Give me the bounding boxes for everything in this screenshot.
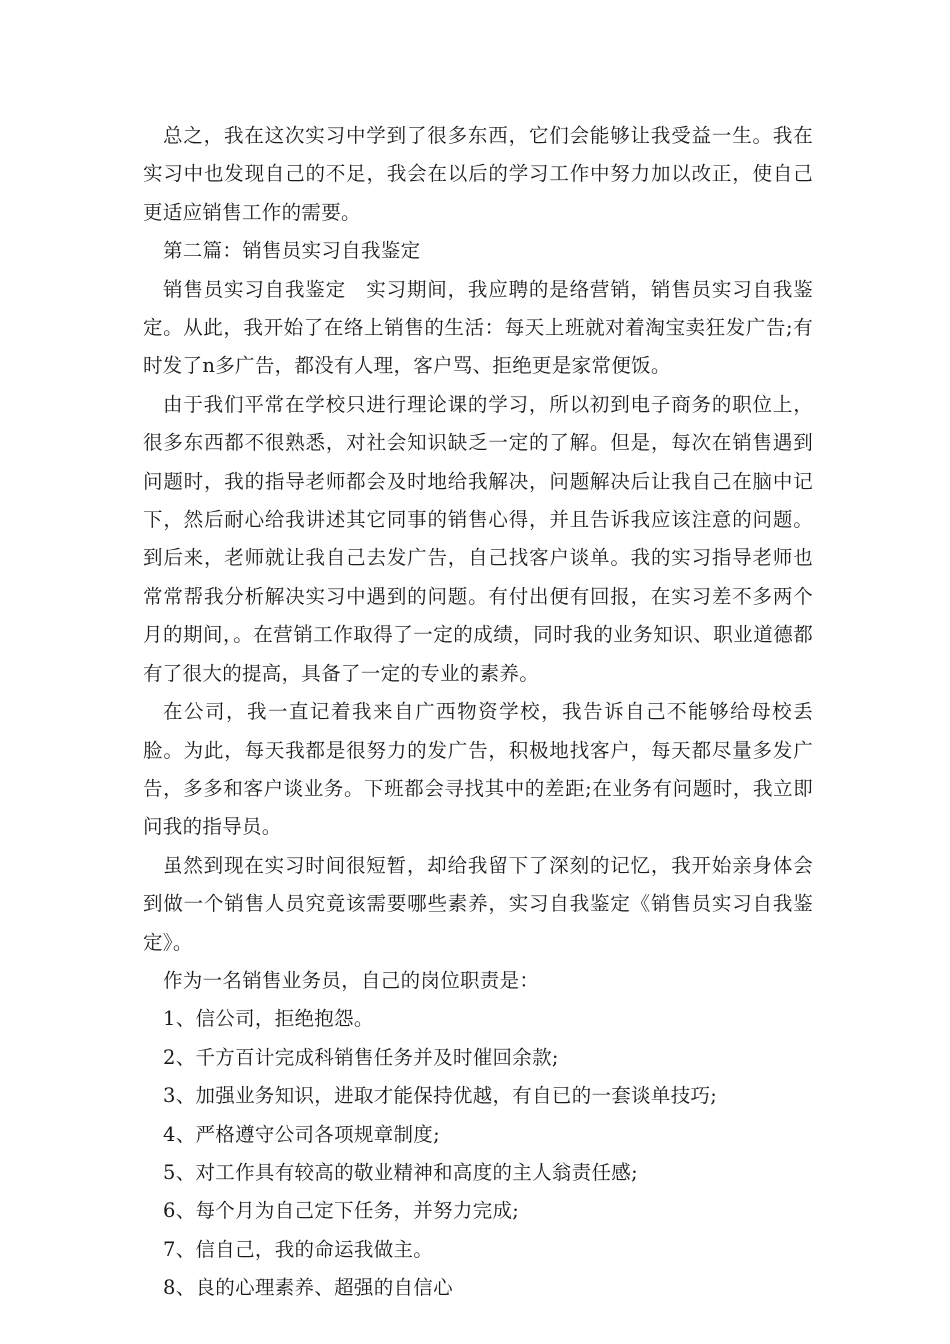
paragraph-intro: 销售员实习自我鉴定 实习期间，我应聘的是络营销，销售员实习自我鉴定。从此，我开始了在络上销售的生活：每天上班就对着淘宝卖狂发广告;有时发了n多广告，都没有人理，客户骂、拒绝更是家常便饭。 (143, 277, 813, 378)
paragraph-conclusion: 总之，我在这次实习中学到了很多东西，它们会能够让我受益一生。我在实习中也发现自己的不足，我会在以后的学习工作中努力加以改正，使自己更适应销售工作的需要。 (143, 124, 813, 224)
duty-item: 3、加强业务知识，进取才能保持优越，有自已的一套谈单技巧; (163, 1084, 718, 1108)
duty-item: 2、千方百计完成科销售任务并及时催回余款; (163, 1045, 559, 1069)
duty-item: 6、每个月为自己定下任务，并努力完成; (163, 1199, 520, 1223)
duty-item: 1、信公司，拒绝抱怨。 (163, 1007, 374, 1031)
duty-item: 8、良的心理素养、超强的自信心 (163, 1276, 453, 1300)
duty-item: 4、严格遵守公司各项规章制度; (163, 1122, 440, 1146)
paragraph-learning: 由于我们平常在学校只进行理论课的学习，所以初到电子商务的职位上，很多东西都不很熟悉，对社会知识缺乏一定的了解。但是，每次在销售遇到问题时，我的指导老师都会及时地给我解决，问题解决后让我自己在脑中记下，然后耐心给我讲述其它同事的销售心得，并且告诉我应该注意的问题。到后来，老师就让我自己去发广告，自己找客户谈单。我的实习指导老师也常常帮我分析解决实习中遇到的问题。有付出便有回报，在实习差不多两个月的期间，。在营销工作取得了一定的成绩，同时我的业务知识、职业道德都有了很大的提高，具备了一定的专业的素养。 (143, 392, 813, 685)
duty-item: 5、对工作具有较高的敬业精神和高度的主人翁责任感; (163, 1160, 638, 1184)
paragraph-duties-intro: 作为一名销售业务员，自己的岗位职责是： (163, 968, 540, 992)
paragraph-company: 在公司，我一直记着我来自广西物资学校，我告诉自己不能够给母校丢脸。为此，每天我都是很努力的发广告，积极地找客户，每天都尽量多发广告，多多和客户谈业务。下班都会寻找其中的差距;在业务有问题时，我立即问我的指导员。 (143, 700, 813, 839)
paragraph-reflection: 虽然到现在实习时间很短暂，却给我留下了深刻的记忆，我开始亲身体会到做一个销售人员究竟该需要哪些素养，实习自我鉴定《销售员实习自我鉴定》。 (143, 853, 813, 954)
section-heading: 第二篇：销售员实习自我鉴定 (163, 239, 421, 263)
document-body (143, 117, 813, 1308)
duty-item: 7、信自己，我的命运我做主。 (163, 1237, 434, 1261)
